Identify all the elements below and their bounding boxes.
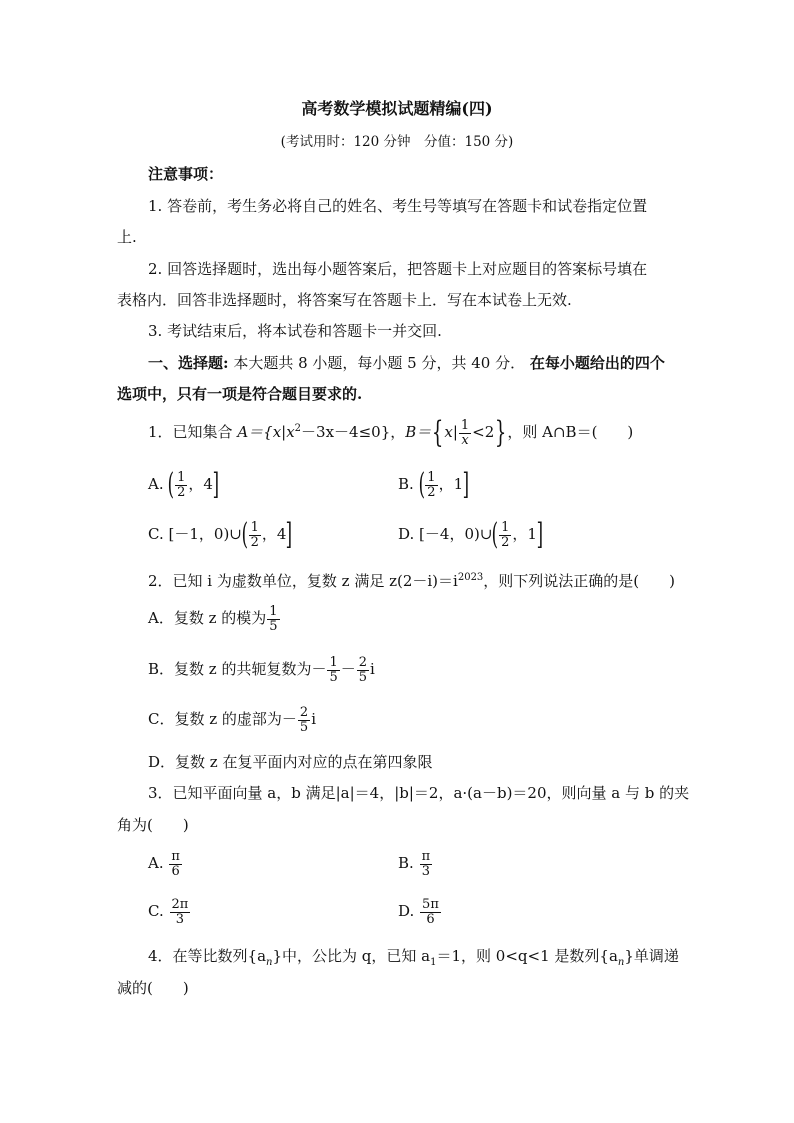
q1-set-b-prefix: B＝ [405, 423, 432, 441]
q1-b-lparen: ( [418, 467, 425, 502]
q1-b-fraction [425, 471, 437, 499]
q1-a-lparen: ( [168, 467, 175, 502]
q1-c-fraction [249, 521, 261, 549]
q1-set-b-fraction [459, 419, 471, 447]
section-desc-bold: 在每小题给出的四个 [529, 354, 665, 372]
q1-b-rbracket: ] [462, 467, 470, 502]
q2-b-fraction-1 [327, 656, 339, 684]
q2-b-i: i [370, 660, 375, 679]
q3-b-num: π [421, 849, 431, 864]
q3-option-b [398, 850, 433, 878]
q1-a-num: 1 [177, 469, 186, 485]
q1-left-brace: { [432, 415, 444, 450]
q2-option-d: D．复数 z 在复平面内对应的点在第四象限 [148, 753, 433, 771]
notice-item-1: 1. 答卷前，考生务必将自己的姓名、考生号等填写在答题卡和试卷指定位置 [148, 197, 648, 215]
q2-a-fraction [267, 605, 279, 633]
q1-d-num: 1 [501, 519, 510, 535]
q1-stem-suffix: ，则 A∩B＝( ) [507, 423, 634, 441]
q2-b-num2: 2 [358, 655, 368, 670]
q1-d-fraction [499, 521, 511, 549]
q2-b-den2: 5 [358, 669, 368, 685]
q4-stem-cont: 减的( ) [117, 979, 189, 997]
q1-b-den: 2 [427, 484, 436, 500]
q2-b-minus: － [340, 660, 356, 679]
q2-c-text: C．复数 z 的虚部为－ [148, 710, 297, 729]
q3-d-num: 5π [422, 897, 439, 912]
q1-set-a-tail: －3x－4≤0}， [301, 423, 406, 441]
section-heading-cont: 选项中，只有一项是符合题目要求的. [117, 385, 363, 403]
q1-set-b-cond: <2 [472, 423, 495, 441]
q2-stem-exp: 2023 [457, 572, 484, 583]
q1-d-tail: ，1 [512, 525, 537, 543]
q4-stem-a4: }单调递 [624, 947, 679, 965]
q2-c-den: 5 [299, 719, 309, 735]
q3-a-num: π [171, 849, 180, 864]
q1-option-c [148, 517, 293, 552]
q2-b-fraction-2 [357, 656, 369, 684]
q1-option-b [398, 467, 470, 502]
q1-a-tail: ，4 [188, 475, 213, 493]
q1-a-rbracket: ] [212, 467, 220, 502]
q4-sub-n2: n [617, 957, 625, 968]
q4-stem-a3: ＝1，则 0<q<1 是数列{a [436, 947, 618, 965]
q2-c-num: 2 [299, 705, 309, 720]
q4-stem [148, 945, 679, 968]
q1-c-prefix: [－1，0)∪ [168, 525, 242, 543]
q4-sub-1: 1 [430, 957, 437, 968]
page-title: 高考数学模拟试题精编(四) [301, 99, 493, 118]
q3-b-label: B. [398, 854, 414, 873]
q1-frac-den: x [459, 433, 471, 448]
q3-option-c [148, 898, 191, 926]
q2-b-num1: 1 [329, 655, 338, 670]
q1-a-label: A. [148, 475, 164, 493]
q3-b-den: 3 [420, 864, 433, 879]
q3-option-d [398, 898, 442, 926]
q1-c-den: 2 [250, 534, 259, 550]
q1-option-d [398, 517, 544, 552]
q3-c-label: C. [148, 902, 164, 921]
q1-b-label: B. [398, 475, 414, 493]
q2-stem-b: ，则下列说法正确的是( ) [483, 572, 676, 590]
q2-c-i: i [311, 710, 317, 729]
q1-set-a-exp: 2 [294, 423, 302, 434]
q2-b-text: B．复数 z 的共轭复数为－ [148, 660, 327, 679]
q1-d-prefix: [－4，0)∪ [419, 525, 493, 543]
q2-stem-a: 2．已知 i 为虚数单位，复数 z 满足 z(2－i)＝i [148, 572, 458, 590]
q1-d-rbracket: ] [536, 517, 544, 552]
q1-stem [148, 415, 634, 450]
q4-stem-a: 4．在等比数列{a [148, 947, 267, 965]
q3-b-fraction [420, 850, 433, 878]
notice-item-2-cont: 表格内．回答非选择题时，将答案写在答题卡上．写在本试卷上无效. [117, 291, 572, 309]
notice-heading: 注意事项： [148, 165, 224, 183]
q3-c-fraction [170, 898, 191, 926]
q2-option-c [148, 706, 316, 734]
q1-set-b-var: x| [444, 423, 458, 441]
q2-c-fraction [298, 706, 310, 734]
section-desc: 本大题共 8 小题，每小题 5 分，共 40 分． [233, 354, 526, 372]
q2-a-den: 5 [269, 618, 278, 634]
q3-d-fraction [420, 898, 441, 926]
q1-d-label: D. [398, 525, 415, 543]
q1-a-den: 2 [177, 484, 186, 500]
q3-a-label: A. [148, 854, 164, 873]
q3-d-label: D. [398, 902, 415, 921]
q1-c-label: C. [148, 525, 164, 543]
q3-c-num: 2π [171, 897, 189, 912]
q1-stem-prefix: 1．已知集合 [148, 423, 238, 441]
q3-option-a [148, 850, 183, 878]
q1-frac-num: 1 [460, 417, 470, 433]
q2-stem [148, 570, 675, 591]
section-label: 一、选择题: [148, 354, 229, 372]
q2-b-den1: 5 [329, 669, 338, 685]
q1-c-lparen: ( [241, 517, 248, 552]
q1-b-num: 1 [427, 469, 436, 485]
q1-c-tail: ，4 [261, 525, 287, 543]
q3-stem: 3．已知平面向量 a，b 满足|a|＝4，|b|＝2，a·(a－b)＝20，则向量 a 与 b 的夹 [148, 784, 690, 802]
q3-d-den: 6 [420, 912, 441, 927]
q3-c-den: 3 [170, 912, 191, 927]
section-heading [148, 352, 665, 373]
notice-item-3: 3. 考试结束后，将本试卷和答题卡一并交回. [148, 322, 442, 340]
q4-stem-a2: }中，公比为 q，已知 a [272, 947, 431, 965]
q4-sub-n: n [266, 957, 273, 968]
q1-a-fraction [175, 471, 187, 499]
q2-a-num: 1 [269, 604, 278, 619]
q1-c-rbracket: ] [286, 517, 293, 552]
q2-a-text: A．复数 z 的模为 [148, 609, 267, 628]
q2-option-b [148, 656, 375, 684]
q1-d-den: 2 [501, 534, 510, 550]
q3-a-fraction [169, 850, 182, 878]
q3-stem-cont: 角为( ) [117, 816, 189, 834]
notice-item-1-cont: 上. [117, 228, 137, 246]
q1-right-brace: } [495, 415, 507, 450]
q3-a-den: 6 [169, 864, 182, 879]
q1-option-a [148, 467, 220, 502]
q1-set-a: A＝{x|x [237, 423, 295, 441]
q2-option-a [148, 605, 281, 633]
notice-item-2: 2. 回答选择题时，选出每小题答案后，把答题卡上对应题目的答案标号填在 [148, 260, 648, 278]
q1-d-lparen: ( [492, 517, 499, 552]
q1-b-tail: ，1 [438, 475, 464, 493]
q1-c-num: 1 [250, 519, 259, 535]
page-subtitle: (考试用时：120 分钟 分值：150 分) [280, 134, 514, 150]
